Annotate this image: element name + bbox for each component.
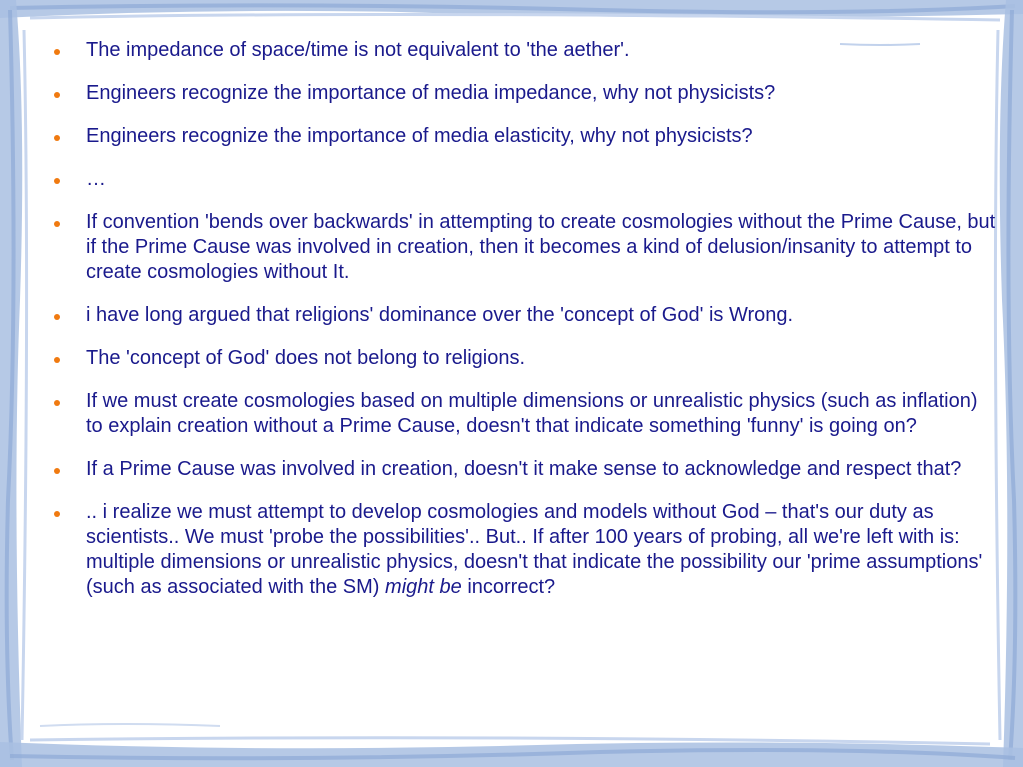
slide-content <box>48 38 998 618</box>
bullet-dot-icon <box>54 468 60 474</box>
bullet-text: If convention 'bends over backwards' in attempting to create cosmologies without the Prime Cause, but if the Prime Cause was involved in creation, then it becomes a kind of delusion/insanity to attempt to create cosmologies without It. <box>86 211 996 283</box>
bullet-text: The 'concept of God' does not belong to religions. <box>86 347 526 369</box>
bullet-text: i have long argued that religions' dominance over the 'concept of God' is Wrong. <box>86 304 794 326</box>
bullet-text: Engineers recognize the importance of media elasticity, why not physicists? <box>86 125 753 147</box>
bullet-item <box>48 389 998 439</box>
bullet-text: If a Prime Cause was involved in creation, doesn't it make sense to acknowledge and respect that? <box>86 458 962 480</box>
bullet-text: Engineers recognize the importance of media impedance, why not physicists? <box>86 82 776 104</box>
bullet-text: .. i realize we must attempt to develop cosmologies and models without God – that's our duty as scientists.. We must 'probe the possibilities'.. But.. If after 100 years of probing, all we're left with is: multiple dimensions or unrealistic physics, doesn't that indicate the possibility our 'prime assumptions' (such as associated with the SM) <box>86 501 983 598</box>
bullet-dot-icon <box>54 357 60 363</box>
bullet-dot-icon <box>54 511 60 517</box>
bullet-item <box>48 457 998 482</box>
bullet-dot-icon <box>54 178 60 184</box>
bullet-text: … <box>86 168 106 190</box>
bullet-item <box>48 167 998 192</box>
bullet-dot-icon <box>54 49 60 55</box>
bullet-dot-icon <box>54 135 60 141</box>
bullet-text: The impedance of space/time is not equivalent to 'the aether'. <box>86 39 630 61</box>
bullet-item <box>48 500 998 600</box>
bullet-dot-icon <box>54 314 60 320</box>
bullet-dot-icon <box>54 400 60 406</box>
bullet-dot-icon <box>54 221 60 227</box>
bullet-tail: incorrect? <box>467 576 556 598</box>
bullet-item <box>48 81 998 106</box>
bullet-list <box>48 38 998 600</box>
bullet-emphasis: might be <box>385 576 462 598</box>
bullet-item <box>48 210 998 285</box>
bullet-item <box>48 303 998 328</box>
bullet-text: If we must create cosmologies based on multiple dimensions or unrealistic physics (such as inflation) to explain creation without a Prime Cause, doesn't that indicate something 'funny' is going on? <box>86 390 978 437</box>
bullet-dot-icon <box>54 92 60 98</box>
bullet-item <box>48 346 998 371</box>
bullet-item <box>48 124 998 149</box>
bullet-item <box>48 38 998 63</box>
